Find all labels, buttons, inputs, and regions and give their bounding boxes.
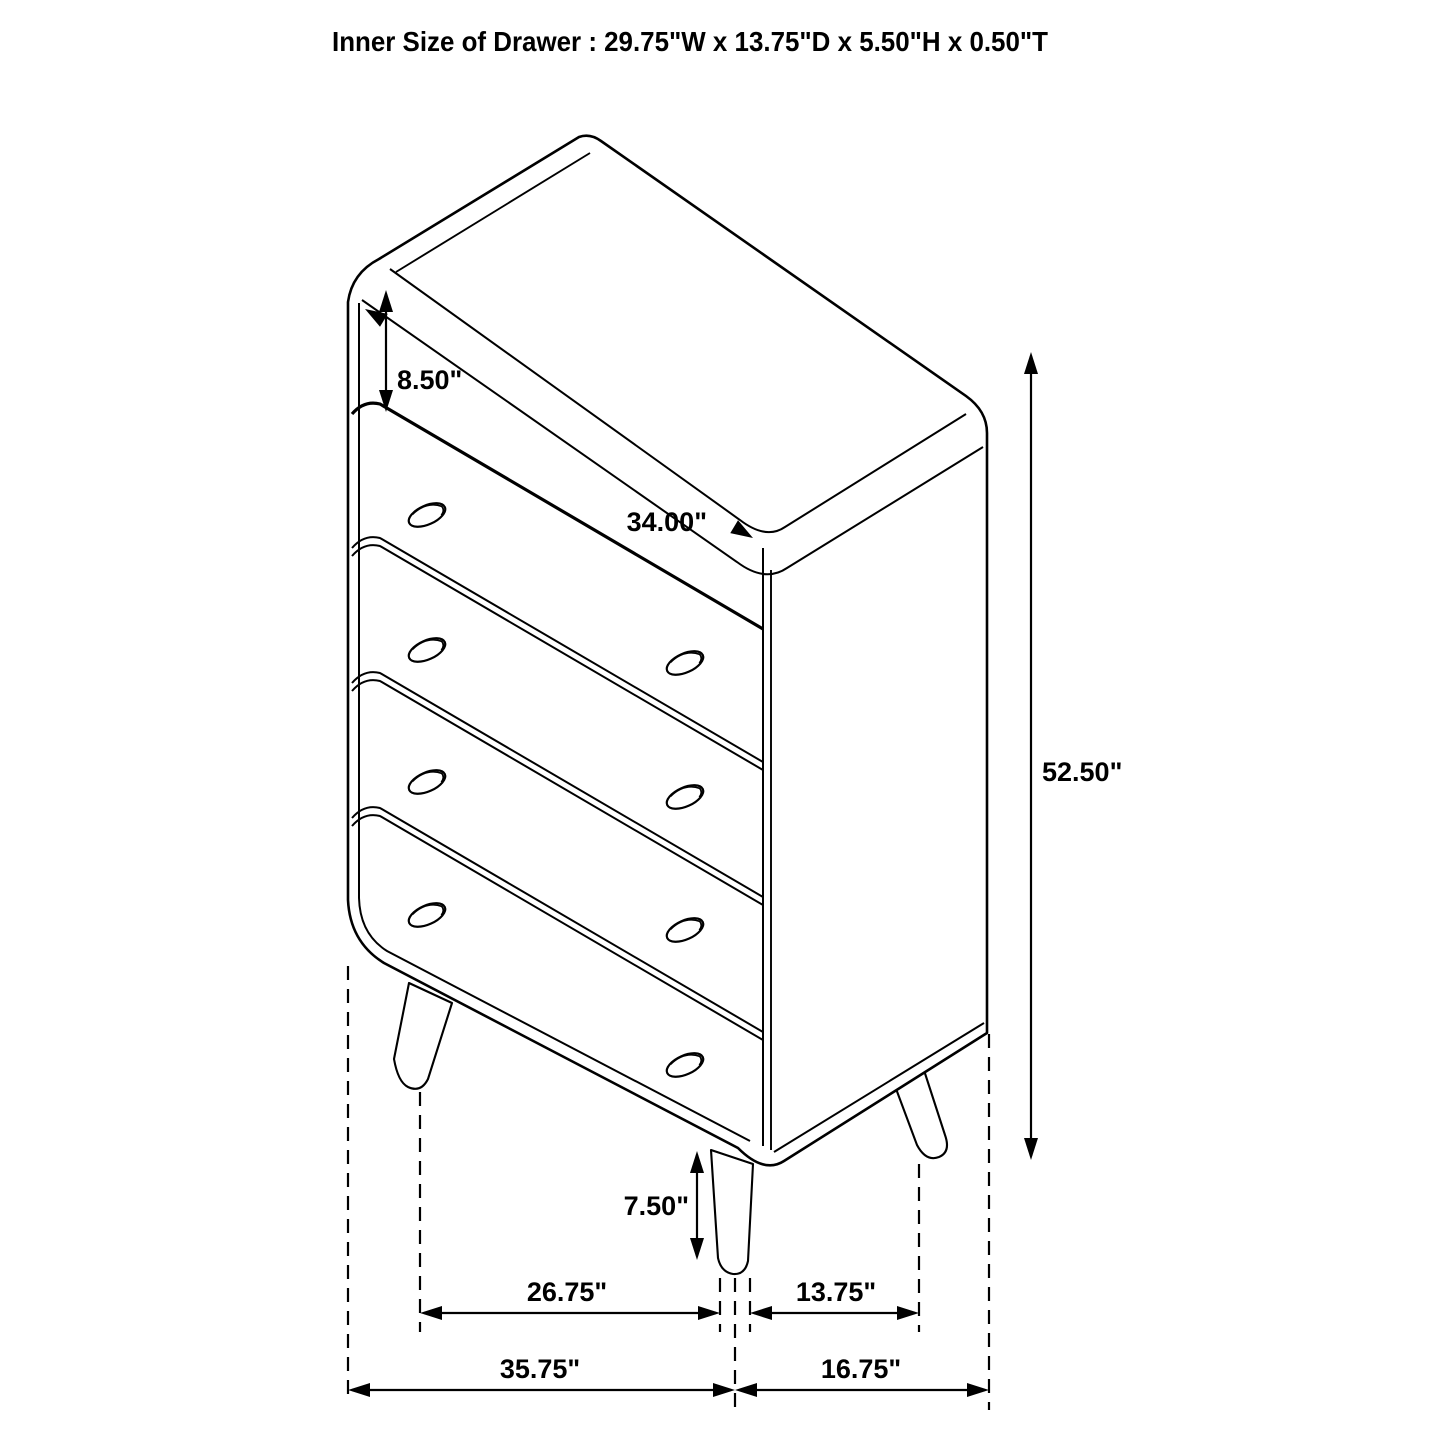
diagram-title: Inner Size of Drawer : 29.75"W x 13.75"D x 5.50"H x 0.50"T	[332, 26, 1048, 57]
dimension-overall-height	[1024, 352, 1122, 1160]
dimension-overall-width	[348, 1354, 735, 1397]
dimension-label: 26.75"	[526, 1277, 608, 1307]
dimension-label: 13.75"	[795, 1277, 877, 1307]
dimension-label: 52.50"	[1042, 757, 1123, 787]
dimension-label: 34.00"	[626, 507, 707, 537]
dimension-leg-height	[624, 1151, 704, 1260]
dimension-label: 8.50"	[397, 365, 463, 395]
dimension-front-leg-spacing	[420, 1277, 720, 1320]
dimension-overall-depth	[735, 1354, 989, 1397]
dimension-label: 16.75"	[820, 1354, 902, 1384]
dimension-side-leg-spacing	[750, 1277, 919, 1320]
front-left-leg	[394, 983, 452, 1089]
dimension-label: 35.75"	[499, 1354, 581, 1384]
front-right-leg	[711, 1150, 753, 1274]
dimension-label: 7.50"	[623, 1191, 689, 1221]
